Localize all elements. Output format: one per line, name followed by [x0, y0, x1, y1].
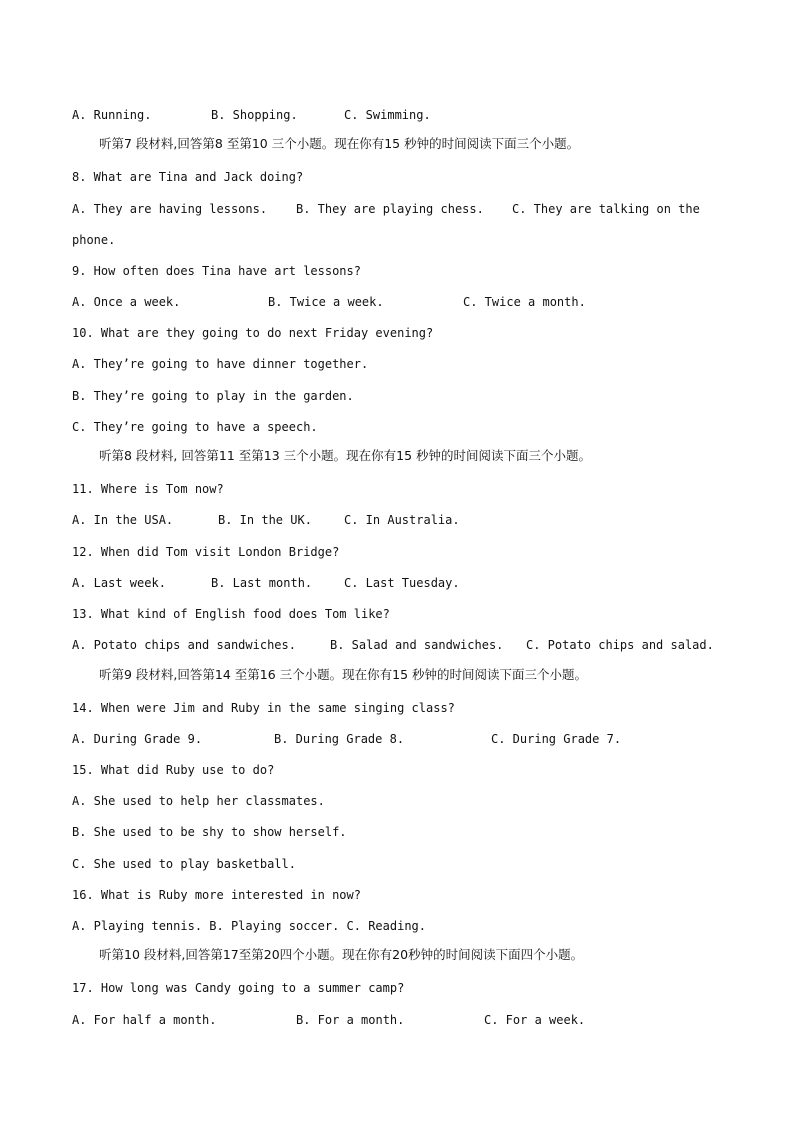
q14-option-a: A. During Grade 9.	[72, 732, 203, 746]
q10-option-a: A. They’re going to have dinner together.	[72, 357, 369, 371]
q8-option-b: B. They are playing chess.	[296, 202, 484, 216]
q8-option-c: C. They are talking on the	[512, 202, 700, 216]
q9-option-a: A. Once a week.	[72, 295, 181, 309]
q11-option-c: C. In Australia.	[344, 513, 460, 527]
q9-option-b: B. Twice a week.	[268, 295, 384, 309]
q7-option-a: A. Running.	[72, 108, 152, 122]
q14-option-c: C. During Grade 7.	[491, 732, 622, 746]
q8-option-a: A. They are having lessons.	[72, 202, 268, 216]
q8-question: 8. What are Tina and Jack doing?	[72, 170, 304, 184]
q17-option-c: C. For a week.	[484, 1013, 586, 1027]
q9-option-c: C. Twice a month.	[463, 295, 586, 309]
q11-option-a: A. In the USA.	[72, 513, 174, 527]
q7-option-c: C. Swimming.	[344, 108, 431, 122]
q12-option-c: C. Last Tuesday.	[344, 576, 460, 590]
q15-option-a: A. She used to help her classmates.	[72, 794, 325, 808]
q13-question: 13. What kind of English food does Tom like?	[72, 607, 390, 621]
q10-question: 10. What are they going to do next Friday evening?	[72, 326, 434, 340]
q11-option-b: B. In the UK.	[218, 513, 312, 527]
q12-option-a: A. Last week.	[72, 576, 166, 590]
q13-option-a: A. Potato chips and sandwiches.	[72, 638, 296, 652]
q17-question: 17. How long was Candy going to a summer camp?	[72, 981, 405, 995]
q13-option-b: B. Salad and sandwiches.	[330, 638, 504, 652]
q14-option-b: B. During Grade 8.	[274, 732, 405, 746]
q14-question: 14. When were Jim and Ruby in the same singing class?	[72, 701, 455, 715]
section10-instruction: 听第10 段材料,回答第17至第20四个小题。现在你有20秒钟的时间阅读下面四个小题。	[99, 947, 584, 962]
q7-option-b: B. Shopping.	[211, 108, 298, 122]
q15-option-b: B. She used to be shy to show herself.	[72, 825, 347, 839]
q10-option-c: C. They’re going to have a speech.	[72, 420, 318, 434]
section8-instruction: 听第8 段材料, 回答第11 至第13 三个小题。现在你有15 秒钟的时间阅读下面三个小题。	[99, 448, 592, 463]
q12-question: 12. When did Tom visit London Bridge?	[72, 545, 340, 559]
q12-option-b: B. Last month.	[211, 576, 313, 590]
q13-option-c: C. Potato chips and salad.	[526, 638, 714, 652]
q10-option-b: B. They’re going to play in the garden.	[72, 389, 354, 403]
q11-question: 11. Where is Tom now?	[72, 482, 224, 496]
q15-question: 15. What did Ruby use to do?	[72, 763, 275, 777]
q17-option-a: A. For half a month.	[72, 1013, 217, 1027]
section7-instruction: 听第7 段材料,回答第8 至第10 三个小题。现在你有15 秒钟的时间阅读下面三个小题。	[99, 136, 580, 151]
q16-question: 16. What is Ruby more interested in now?	[72, 888, 361, 902]
q15-option-c: C. She used to play basketball.	[72, 857, 296, 871]
section9-instruction: 听第9 段材料,回答第14 至第16 三个小题。现在你有15 秒钟的时间阅读下面三个小题。	[99, 667, 588, 682]
q9-question: 9. How often does Tina have art lessons?	[72, 264, 361, 278]
q8-option-c-wrap: phone.	[72, 233, 116, 247]
q16-options: A. Playing tennis. B. Playing soccer. C. Reading.	[72, 919, 427, 933]
q17-option-b: B. For a month.	[296, 1013, 405, 1027]
